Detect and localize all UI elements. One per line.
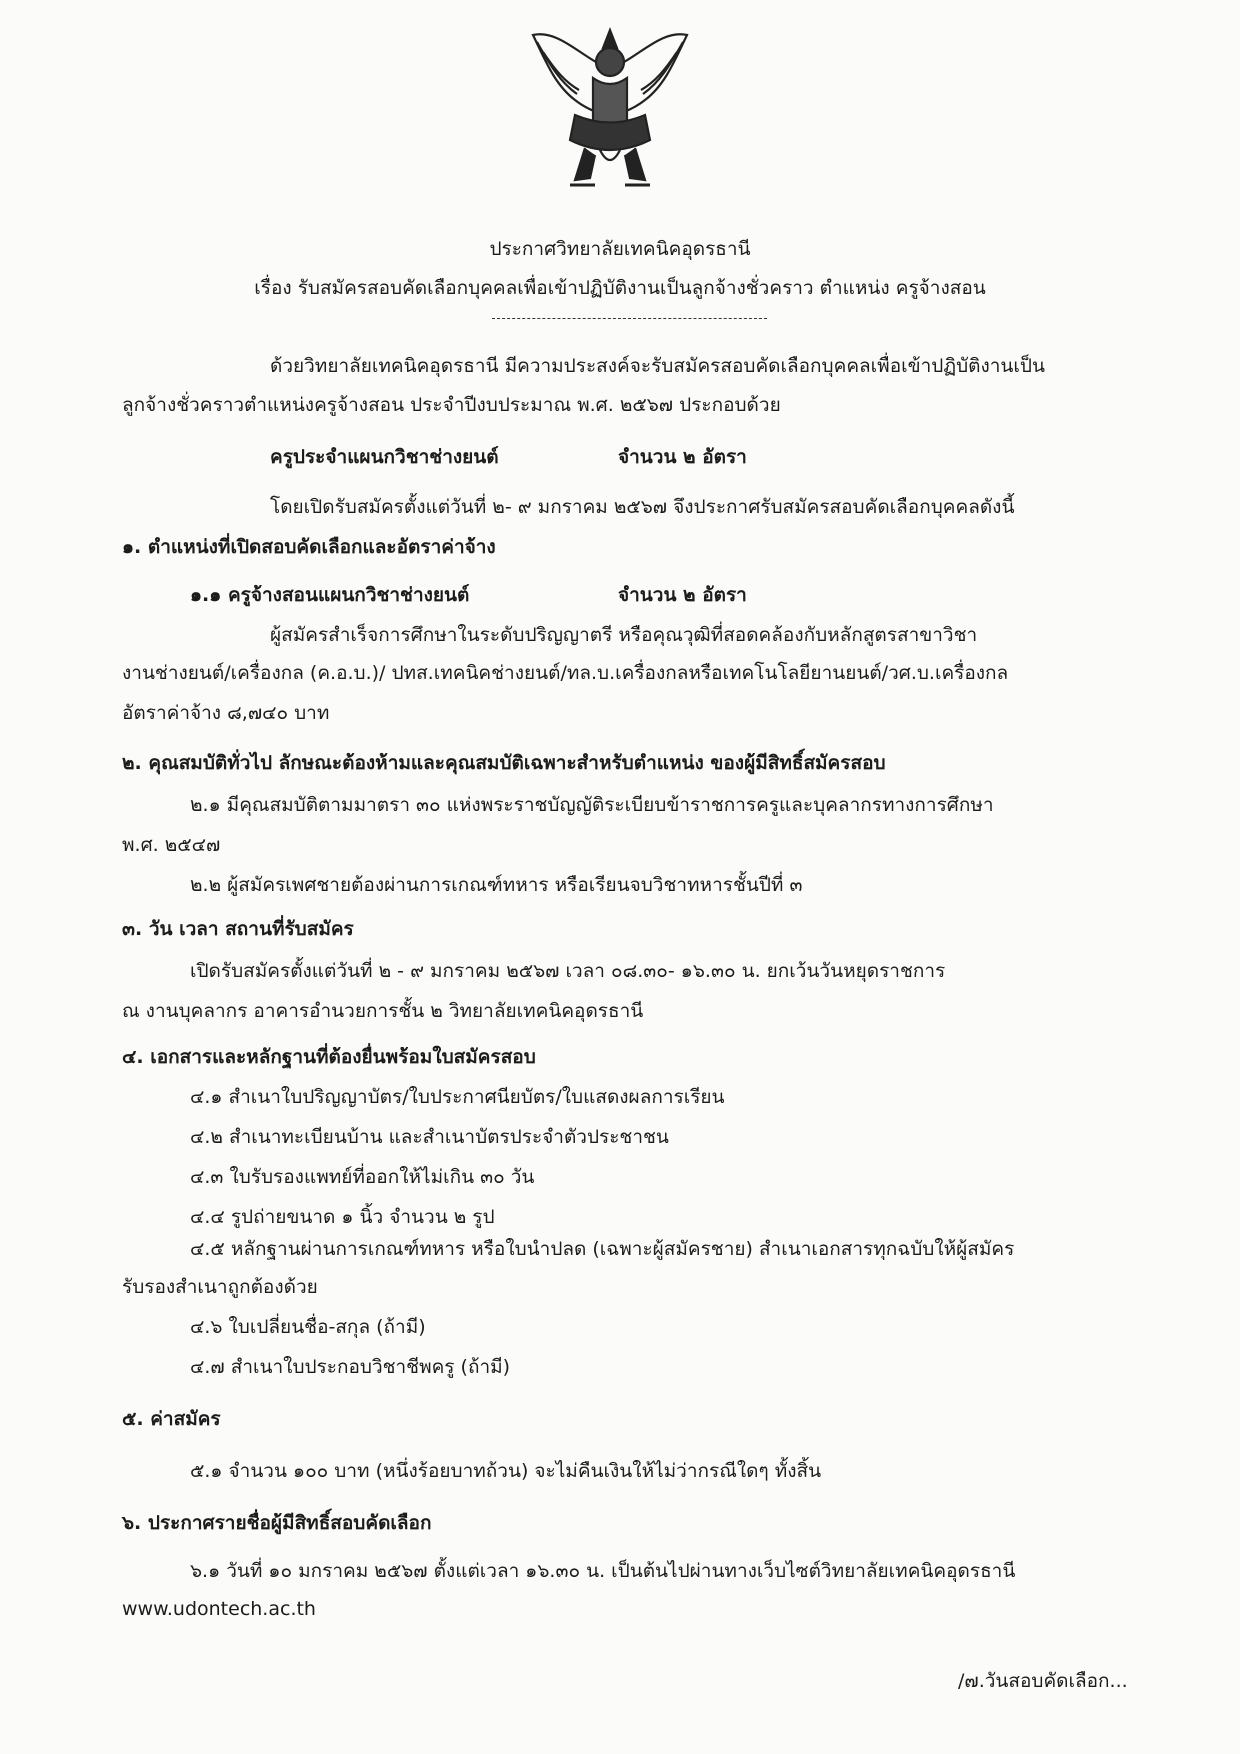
section-2-item-1: ๒.๑ มีคุณสมบัติตามมาตรา ๓๐ แห่งพระราชบัญญัติระเบียบข้าราชการครูและบุคลากรทางการศึกษา xyxy=(190,794,994,816)
garuda-emblem-icon xyxy=(515,20,705,200)
section-1-item-count: จำนวน ๒ อัตรา xyxy=(618,584,747,606)
section-2-heading: ๒. คุณสมบัติทั่วไป ลักษณะต้องห้ามและคุณสมบัติเฉพาะสำหรับตำแหน่ง ของผู้มีสิทธิ์สมัครสอบ xyxy=(122,752,886,774)
section-4-item-4: ๔.๔ รูปถ่ายขนาด ๑ นิ้ว จำนวน ๒ รูป xyxy=(190,1206,495,1228)
section-6-heading: ๖. ประกาศรายชื่อผู้มีสิทธิ์สอบคัดเลือก xyxy=(122,1512,432,1534)
section-4-item-7: ๔.๗ สำเนาใบประกอบวิชาชีพครู (ถ้ามี) xyxy=(190,1356,511,1378)
section-4-item-5: ๔.๕ หลักฐานผ่านการเกณฑ์ทหาร หรือใบนำปลด (เฉพาะผู้สมัครชาย) สำเนาเอกสารทุกฉบับให้ผู้สมัคร xyxy=(190,1238,1015,1260)
intro-position-count: จำนวน ๒ อัตรา xyxy=(618,446,747,468)
section-4-item-3: ๔.๓ ใบรับรองแพทย์ที่ออกให้ไม่เกิน ๓๐ วัน xyxy=(190,1166,535,1188)
section-3-line-2: ณ งานบุคลากร อาคารอำนวยการชั้น ๒ วิทยาลัยเทคนิคอุดรธานี xyxy=(122,1000,644,1022)
intro-open-line: โดยเปิดรับสมัครตั้งแต่วันที่ ๒- ๙ มกราคม ๒๕๖๗ จึงประกาศรับสมัครสอบคัดเลือกบุคคลดังนี้ xyxy=(270,496,1015,518)
intro-line-2: ลูกจ้างชั่วคราวตำแหน่งครูจ้างสอน ประจำปีงบประมาณ พ.ศ. ๒๕๖๗ ประกอบด้วย xyxy=(122,394,781,416)
intro-line-1: ด้วยวิทยาลัยเทคนิคอุดรธานี มีความประสงค์จะรับสมัครสอบคัดเลือกบุคคลเพื่อเข้าปฏิบัติงานเป็น xyxy=(270,355,1045,377)
section-4-item-1: ๔.๑ สำเนาใบปริญญาบัตร/ใบประกาศนียบัตร/ใบแสดงผลการเรียน xyxy=(190,1086,725,1108)
section-1-line-1: ผู้สมัครสำเร็จการศึกษาในระดับปริญญาตรี หรือคุณวุฒิที่สอดคล้องกับหลักสูตรสาขาวิชา xyxy=(270,624,978,646)
intro-position: ครูประจำแผนกวิชาช่างยนต์ xyxy=(270,446,499,468)
section-1-line-2: งานช่างยนต์/เครื่องกล (ค.อ.บ.)/ ปทส.เทคนิคช่างยนต์/ทล.บ.เครื่องกลหรือเทคโนโลยียานยนต์/วศ.บ.เครื่องกล xyxy=(122,662,1009,684)
section-2-item-1-cont: พ.ศ. ๒๕๔๗ xyxy=(122,834,221,856)
section-4-item-2: ๔.๒ สำเนาทะเบียนบ้าน และสำเนาบัตรประจำตัวประชาชน xyxy=(190,1126,669,1148)
section-4-item-6: ๔.๖ ใบเปลี่ยนชื่อ-สกุล (ถ้ามี) xyxy=(190,1316,426,1338)
section-5-heading: ๕. ค่าสมัคร xyxy=(122,1408,221,1430)
section-6-url: www.udontech.ac.th xyxy=(122,1598,316,1620)
section-4-item-5-cont: รับรองสำเนาถูกต้องด้วย xyxy=(122,1276,318,1298)
section-6-item-1: ๖.๑ วันที่ ๑๐ มกราคม ๒๕๖๗ ตั้งแต่เวลา ๑๖.๓๐ น. เป็นต้นไปผ่านทางเว็บไซต์วิทยาลัยเทคนิคอุดรธานี xyxy=(190,1560,1016,1582)
section-1-heading: ๑. ตำแหน่งที่เปิดสอบคัดเลือกและอัตราค่าจ้าง xyxy=(122,536,496,558)
title-divider xyxy=(492,318,767,319)
section-5-item-1: ๕.๑ จำนวน ๑๐๐ บาท (หนึ่งร้อยบาทถ้วน) จะไม่คืนเงินให้ไม่ว่ากรณีใดๆ ทั้งสิ้น xyxy=(190,1460,822,1482)
section-3-heading: ๓. วัน เวลา สถานที่รับสมัคร xyxy=(122,918,354,940)
section-1-item: ๑.๑ ครูจ้างสอนแผนกวิชาช่างยนต์ xyxy=(190,584,470,606)
continued-note: /๗.วันสอบคัดเลือก... xyxy=(958,1670,1128,1692)
section-4-heading: ๔. เอกสารและหลักฐานที่ต้องยื่นพร้อมใบสมัครสอบ xyxy=(122,1046,536,1068)
doc-title: ประกาศวิทยาลัยเทคนิคอุดรธานี xyxy=(489,238,751,260)
section-1-line-3: อัตราค่าจ้าง ๘,๗๔๐ บาท xyxy=(122,702,330,724)
section-3-line-1: เปิดรับสมัครตั้งแต่วันที่ ๒ - ๙ มกราคม ๒๕๖๗ เวลา ๐๘.๓๐- ๑๖.๓๐ น. ยกเว้นวันหยุดราชการ xyxy=(190,960,946,982)
doc-subject: เรื่อง รับสมัครสอบคัดเลือกบุคคลเพื่อเข้าปฏิบัติงานเป็นลูกจ้างชั่วคราว ตำแหน่ง ครูจ้างสอน xyxy=(254,277,986,299)
section-2-item-2: ๒.๒ ผู้สมัครเพศชายต้องผ่านการเกณฑ์ทหาร หรือเรียนจบวิชาทหารชั้นปีที่ ๓ xyxy=(190,874,803,896)
